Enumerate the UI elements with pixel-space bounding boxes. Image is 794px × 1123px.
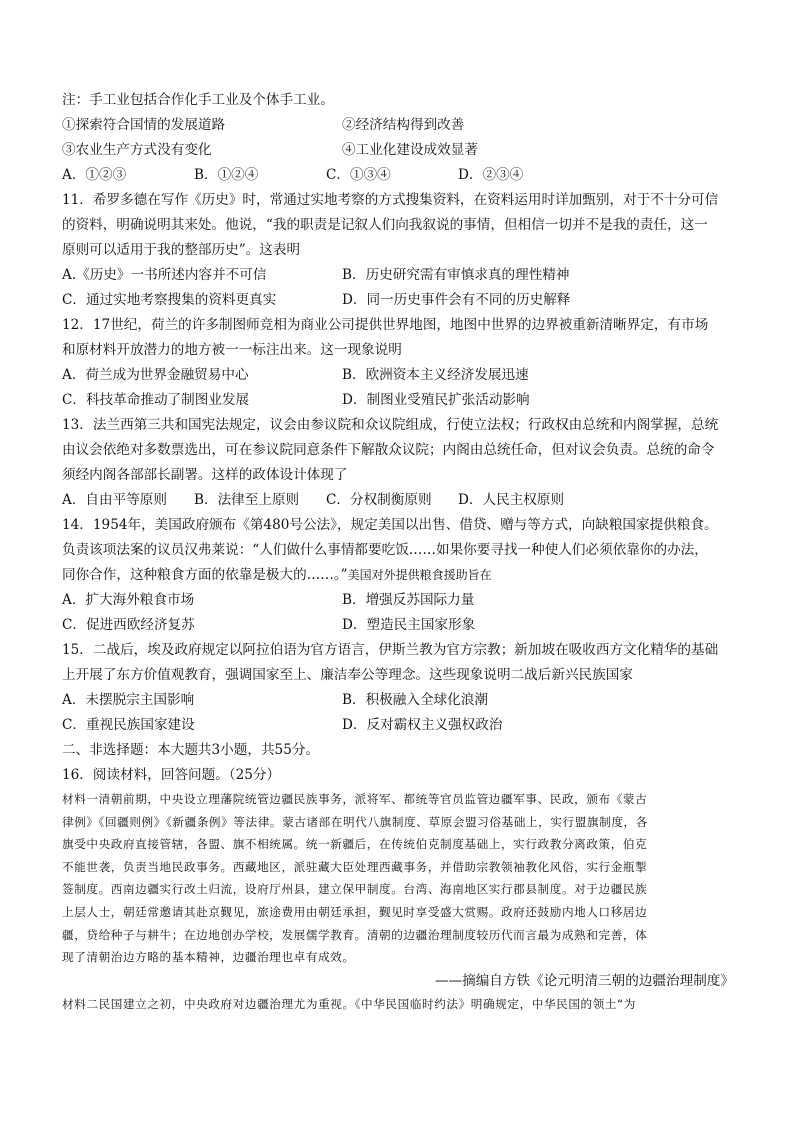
q13-option-c: C．分权制衡原则 xyxy=(326,492,432,508)
q15-option-a: A．未摆脱宗主国影响 xyxy=(62,692,195,708)
q12-stem-line-2: 和原材料开放潜力的地方被一一标注出来。这一现象说明 xyxy=(62,342,402,358)
q10-item-2: ②经济结构得到改善 xyxy=(342,117,465,133)
section-heading: 二、非选择题：本大题共3小题，共55分。 xyxy=(62,742,320,758)
q13-options xyxy=(62,488,734,513)
q10-options xyxy=(62,163,734,188)
q15-option-d: D．反对霸权主义强权政治 xyxy=(342,717,503,733)
q11-stem-line-1: 11．希罗多德在写作《历史》时，常通过实地考察的方式搜集资料，在资料运用时详加甄别，对于不十分可信 xyxy=(62,192,719,208)
q12-options-row-1 xyxy=(62,363,734,388)
q11-option-b: B．历史研究需有审慎求真的理性精神 xyxy=(342,267,570,283)
q12-option-d: D．制图业受殖民扩张活动影响 xyxy=(342,392,530,408)
q10-option-b: B．①②④ xyxy=(194,167,259,183)
q14-question: 美国对外提供粮食援助旨在 xyxy=(347,568,492,582)
q15-options-row-1 xyxy=(62,688,734,713)
q10-item-1: ①探索符合国情的发展道路 xyxy=(62,117,226,133)
q15-option-c: C．重视民族国家建设 xyxy=(62,717,195,733)
q16-prompt: 16．阅读材料，回答问题。（25分） xyxy=(62,767,281,783)
material-1-line-7: 疆，贷给种子与耕牛；在边地创办学校，发展儒学教育。清朝的边疆治理制度较历代而言最为成熟和完善，体 xyxy=(62,927,648,942)
q12-option-a: A．荷兰成为世界金融贸易中心 xyxy=(62,367,249,383)
q10-option-a: A．①②③ xyxy=(62,167,127,183)
q11-options-row-1 xyxy=(62,263,734,288)
q14-option-b: B．增强反苏国际力量 xyxy=(342,592,475,608)
q10-item-3: ③农业生产方式没有变化 xyxy=(62,142,212,158)
q12-stem-line-1: 12．17世纪，荷兰的许多制图师竞相为商业公司提供世界地图，地图中世界的边界被重新清晰界定，有市场 xyxy=(62,317,709,333)
material-1-line-8: 现了清朝治边方略的基本精神，边疆治理也卓有成效。 xyxy=(62,950,355,965)
material-1-line-6: 上层人士，朝廷常邀请其赴京觐见，旅途费用由朝廷承担，觐见时享受盛大赏赐。政府还鼓励内地人口移居边 xyxy=(62,904,648,919)
q14-option-c: C．促进西欧经济复苏 xyxy=(62,617,195,633)
handicraft-note: 注：手工业包括合作化手工业及个体手工业。 xyxy=(62,92,334,108)
material-1-line-4: 不能世袭，负责当地民政事务。西藏地区，派驻藏大臣处理西藏事务，并借助宗教领袖教化风俗，实行金瓶掣 xyxy=(62,859,648,874)
q11-stem-line-3: 原则可以适用于我的整部历史”。这表明 xyxy=(62,242,301,258)
material-1-line-1: 材料一清朝前期，中央设立理藩院统管边疆民族事务，派将军、都统等官员监管边疆军事、民政，颁布《蒙古 xyxy=(62,792,648,806)
material-1-source: ——摘编自方铁《论元明清三朝的边疆治理制度》 xyxy=(434,972,734,989)
q15-option-b: B．积极融入全球化浪潮 xyxy=(342,692,488,708)
material-2-line-1: 材料二民国建立之初，中央政府对边疆治理尤为重视。《中华民国临时约法》明确规定，中华民国的领土“为 xyxy=(62,996,636,1011)
q13-option-a: A．自由平等原则 xyxy=(62,492,167,508)
q10-items-row-1 xyxy=(62,113,734,138)
q12-option-c: C．科技革命推动了制图业发展 xyxy=(62,392,250,408)
q11-option-c: C．通过实地考察搜集的资料更真实 xyxy=(62,292,277,308)
q13-stem-line-3: 须经内阁各部部长副署。这样的政体设计体现了 xyxy=(62,467,348,483)
q11-options-row-2 xyxy=(62,288,734,313)
material-1-line-2: 律例》《回疆则例》《新疆条例》等法律。蒙古诸部在明代八旗制度、草原会盟习俗基础上，实行盟旗制度，各 xyxy=(62,814,648,829)
q13-stem-line-1: 13．法兰西第三共和国宪法规定，议会由参议院和众议院组成，行使立法权；行政权由总统和内阁掌握，总统 xyxy=(62,417,719,433)
q14-stem-line-3 xyxy=(62,563,734,588)
material-1-line-5: 签制度。西南边疆实行改土归流，设府厅州县，建立保甲制度。台湾、海南地区实行郡县制度。对于边疆民族 xyxy=(62,882,648,897)
q11-option-a: A.《历史》一书所述内容并不可信 xyxy=(62,267,267,283)
q11-stem-line-2: 的资料，明确说明其来处。他说，“我的职责是记叙人们向我叙说的事情，但相信一切并不是我的责任，这一 xyxy=(62,217,708,233)
q14-options-row-1 xyxy=(62,588,734,613)
q10-item-4: ④工业化建设成效显著 xyxy=(342,142,478,158)
q14-quote-end: 同你合作，这种粮食方面的依靠是极大的……。” xyxy=(62,567,348,583)
q14-stem-line-1: 14．1954年，美国政府颁布《第480号公法》，规定美国以出售、借贷、赠与等方式，向缺粮国家提供粮食。 xyxy=(62,517,718,533)
q14-option-d: D．塑造民主国家形象 xyxy=(342,617,476,633)
q15-options-row-2 xyxy=(62,713,734,738)
q15-stem-line-1: 15．二战后，埃及政府规定以阿拉伯语为官方语言，伊斯兰教为官方宗教；新加坡在吸收西方文化精华的基础 xyxy=(62,642,719,658)
q15-stem-line-2: 上开展了东方价值观教育，强调国家至上、廉洁奉公等理念。这些现象说明二战后新兴民族国家 xyxy=(62,667,633,683)
q10-option-d: D．②③④ xyxy=(458,167,524,183)
q10-items-row-2 xyxy=(62,138,734,163)
q11-option-d: D．同一历史事件会有不同的历史解释 xyxy=(342,292,571,308)
material-1-line-3: 旗受中央政府直接管辖，各盟、旗不相统属。统一新疆后，在传统伯克制度基础上，实行政教分离政策，伯克 xyxy=(62,837,648,852)
q13-option-b: B．法律至上原则 xyxy=(194,492,300,508)
q12-options-row-2 xyxy=(62,388,734,413)
exam-page xyxy=(62,88,734,1015)
q14-option-a: A．扩大海外粮食市场 xyxy=(62,592,195,608)
q10-option-c: C．①③④ xyxy=(326,167,391,183)
q14-stem-line-2: 负责该项法案的议员汉弗莱说：“人们做什么事情都要吃饭……如果你要寻找一种使人们必须依靠你的办法， xyxy=(62,542,708,558)
q12-option-b: B．欧洲资本主义经济发展迅速 xyxy=(342,367,529,383)
q13-stem-line-2: 由议会依绝对多数票选出，可在参议院同意条件下解散众议院；内阁由总统任命，但对议会负责。总统的命令 xyxy=(62,442,715,458)
q14-options-row-2 xyxy=(62,613,734,638)
q13-option-d: D．人民主权原则 xyxy=(458,492,565,508)
